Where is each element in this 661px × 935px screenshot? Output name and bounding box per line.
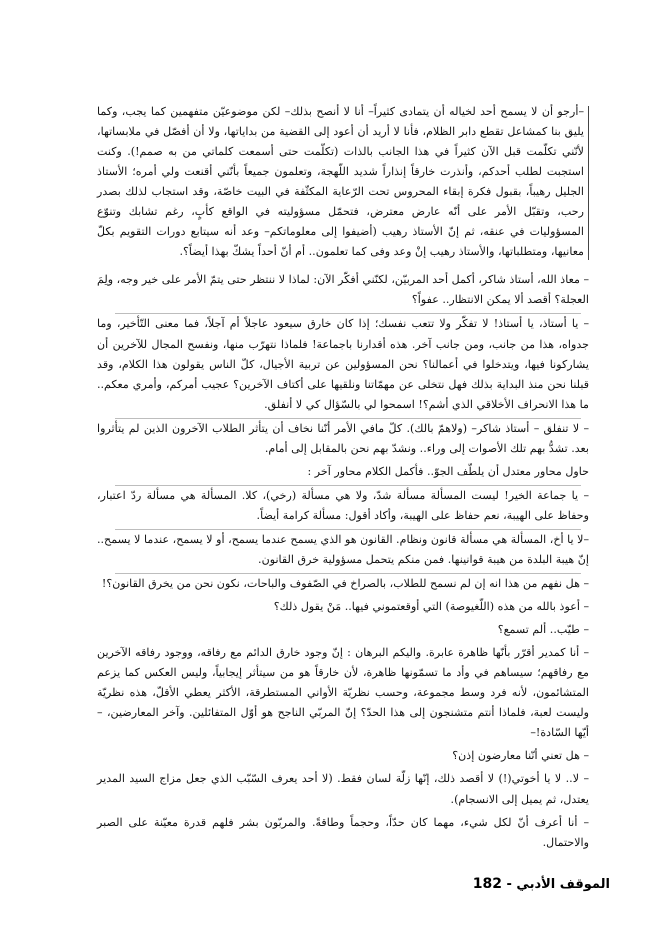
paragraph: –لا يا أخ، المسألة هي مسألة قانون ونظام. القانون هو الذي يسمح عندما يسمح، أو لا يسمح، عندما لا يسمح.. إنّ هيبة البلدة من هيبة قوانينها. فمن منكم يتحمل مسؤولية خرق القانون. bbox=[97, 532, 589, 566]
paragraph: –أرجو أن لا يسمح أحد لخياله أن يتمادى كثيراً– أنا لا أنصح بذلك– لكن موضوعيّن متفهمين كما يجب، وكما يليق بنا كمشاعل تقطع دابر الظلام، فأنا لا أريد أن أعود إلى القضية من بداياتها، ولا أن أفصّل في ملابساتها، لأنّني تكلّمت قبل الآن كثيراً في هذا الجانب بالذات (تكلّمت حتى أسمعت كلماتي من به صمم!). وكنت استجبت لطلب أحدكم، وأنذرت خارقاً إنذاراً شديد اللّهجة، وتعلمون جميعاً بأنّني أقنعت ولي أمره؛ الأستاذ الجليل رهيباً، بقبول فكرة إبقاء المحروس تحت الرّعاية المكثّفة في البيت خاصّة، وقد استجاب لذلك بصدر رحب، وتقبّل الأمر على أنّه عارض معترض، فتحمّل مسؤوليته في الواقع كأبٍ، رغم تشابك وتنوّع المسؤوليات في عنقه، ثم إنّ الأستاذ رهيب (أضيفوا إلى معلوماتكم– وعد أنه سيتابع دورات التقويم بكلّ معانيها، ومتطلباتها، والأستاذ رهيب إنْ وعد وفى كما تعلمون.. أم أنّ أحداً يشكّ بهذا أيضاً؟. bbox=[97, 105, 584, 259]
paragraph: – أنا أعرف أنّ لكل شيء، مهما كان حدّاً، وحجماً وطاقةً. والمربّون بشر فلهم قدرة معيّنة على الصبر والاحتمال. bbox=[97, 815, 589, 849]
paragraph: – أنا كمدير أقرّر بأنّها ظاهرة عابرة. واليكم البرهان : إنّ وجود خارق الدائم مع رفاقه، ووجود رفاقه الآخرين مع رفاقهم؛ سيساهم في وأد ما تسمّونها ظاهرة، لأن خارقاً هو من سيتأثر إيجابياً، وليس العكس كما يزعم المتشائمون، لأنه فرد وسط مجموعة، وحسب نظريّة الأواني المستطرقة، الأكثر يعطي الأقلّ، هذه نظريّة وليست لعبة، فلماذا أنتم متشنجون إلى هذا الحدّ؟ إنّ المربّي الناجح هو أوّل المتفائلين. وآخر المعارضين، – أيّها السّادة!– bbox=[97, 646, 589, 740]
paragraph: – يا جماعة الخير! ليست المسألة مسألة شدّ، ولا هي مسألة (رخي)، كلا. المسألة هي مسألة ردّ اعتبار، وحفاظ على الهيبة، نعم حفاظ على الهيبة، وأكاد أقول: مسألة كرامة أيضاً. bbox=[97, 488, 589, 522]
paragraph: – لا تنفلق – أستاذ شاكر– (ولاهمّ بالك). كلّ مافي الأمر أنّنا نخاف أن يتأثر الطلاب الآخرون الذين لم يتأثروا بعد. تشدُّ بهم تلك الأصوات إلى وراء.. ونشدّ بهم نحن بالمقابل إلى أمام. bbox=[97, 421, 589, 455]
paragraph: – طيّب.. ألم تسمع؟ bbox=[497, 623, 589, 637]
opening-quote-frame bbox=[97, 100, 589, 268]
paragraph: – أعوذ بالله من هذه (اللّغيوصة) التي أوقعتموني فيها.. مَنْ يقول ذلك؟ bbox=[273, 600, 589, 614]
article-body bbox=[97, 100, 589, 856]
journal-title: الموقف الأدبي bbox=[516, 877, 610, 892]
page-number: 182 bbox=[472, 876, 502, 892]
page-footer bbox=[470, 873, 610, 895]
paragraph: – هل تعني أنّنا معارضون إذن؟ bbox=[452, 749, 589, 763]
frame-rule bbox=[588, 106, 589, 260]
paragraph: حاول محاور معتدل أن يلطّف الجوّ.. فأكمل الكلام محاور آخر : bbox=[307, 464, 589, 478]
paragraph: – لا.. لا يا أخوتي(!) لا أقصد ذلك، إنّها زلّة لسان فقط. (لا أحد يعرف السّبّب الذي جعل مزاج السيد المدير يعتدل، ثم يميل إلى الانسجام). bbox=[97, 772, 589, 806]
footer-separator: - bbox=[506, 877, 512, 892]
paragraph: – معاذ الله، أستاذ شاكر، أكمل أحد المربيّن، لكنّني أفكّر الآن: لماذا لا ننتظر حتى يتمّ الأمر على خير وجه، ولِمَ العجلة؟ أقصد ألا يمكن الانتظار.. عفواً؟ bbox=[97, 273, 589, 307]
paragraph: – هل نفهم من هذا انه إن لم نسمح للطلاب، بالصراخ في الصّفوف والباحات، نكون نحن من يخرق القانون؟! bbox=[101, 577, 589, 591]
paragraph: – يا أستاذ، يا أستاذ! لا تفكّر ولا تتعب نفسك؛ إذا كان خارق سيعود عاجلاً أم آجلاً، فما معنى التّأخير، وما جدواه، هذا من جانب، ومن جانب آخر. هذه أقدارنا باجماعة! فلماذا نتهرّب منها، ونفسح المجال للآخرين أن يشاركونا فيها، ويتدخلوا في أعمالنا؟ نحن المسؤولين عن تربية الأجيال، كلّ الناس يقولون هذا الكلام، وقد قبلنا نحن منذ البداية بذلك فهل نتخلى عن مهمّاتنا ونلقيها على أكتاف الآخرين؟ عجيب أمركم، وأمري معكم.. ما هذا الانحراف الأخلاقي الذي أشم؟! اسمحوا لي بالسّؤال كي لا أنفلق. bbox=[97, 317, 589, 411]
